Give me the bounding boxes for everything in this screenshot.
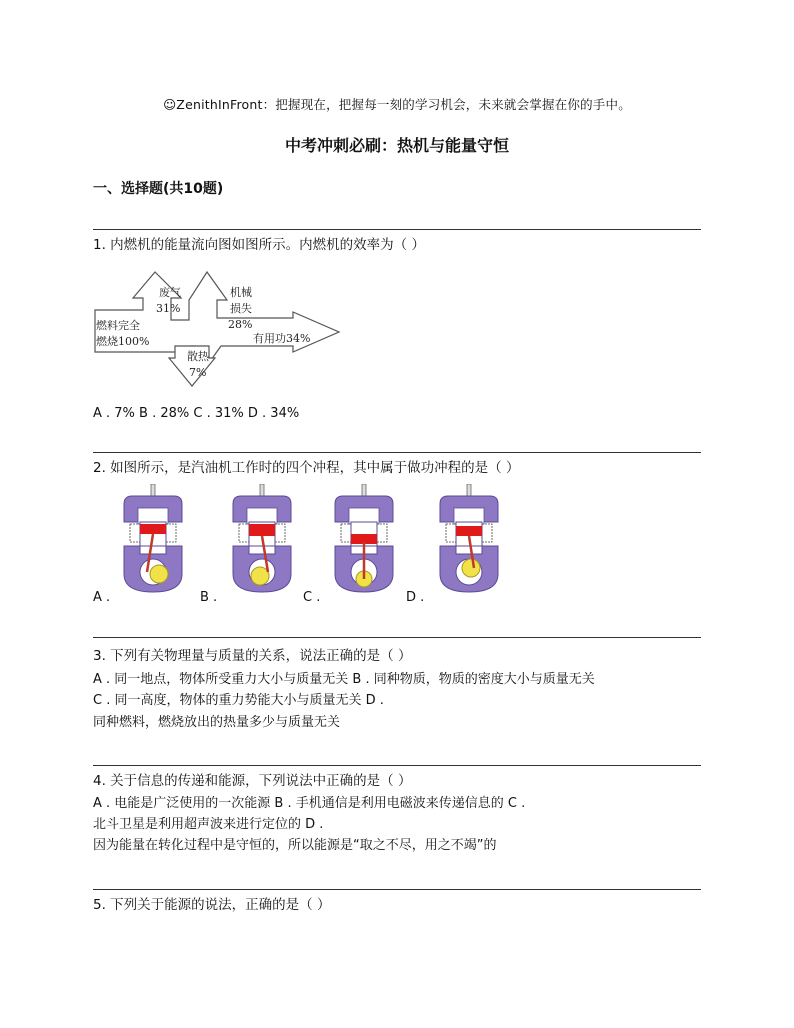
option-b-label: B . (200, 590, 218, 605)
divider (93, 452, 701, 453)
question-4-line-3: 因为能量在转化过程中是守恒的，所以能源是“取之不尽，用之不竭”的 (93, 838, 497, 853)
divider (93, 229, 701, 230)
input-label-1: 燃料完全 (96, 319, 140, 332)
question-4-line-2: 北斗卫星是利用超声波来进行定位的 D . (93, 817, 324, 832)
divider (93, 637, 701, 638)
exhaust-pct: 31% (156, 302, 181, 315)
engine-d-icon (434, 484, 504, 596)
engine-strokes (93, 484, 513, 609)
engine-a-icon (118, 484, 188, 596)
section-heading: 一、选择题(共10题) (93, 181, 224, 197)
question-4-line-1: A . 电能是广泛使用的一次能源 B . 手机通信是利用电磁波来传递信息的 C . (93, 796, 526, 811)
question-1-stem: 1. 内燃机的能量流向图如图所示。内燃机的效率为（ ） (93, 237, 425, 253)
engine-c-icon (329, 484, 399, 596)
question-3-stem: 3. 下列有关物理量与质量的关系，说法正确的是（ ） (93, 648, 412, 664)
useful-label: 有用功34% (253, 332, 311, 345)
divider (93, 889, 701, 890)
mech-pct: 28% (228, 318, 253, 331)
question-3-line-2: C . 同一高度，物体的重力势能大小与质量无关 D . (93, 693, 384, 708)
option-a-label: A . (93, 590, 111, 605)
question-5-stem: 5. 下列关于能源的说法，正确的是（ ） (93, 897, 331, 913)
question-2-stem: 2. 如图所示，是汽油机工作时的四个冲程，其中属于做功冲程的是（ ） (93, 460, 520, 476)
divider (93, 765, 701, 766)
heat-label: 散热 (187, 350, 209, 363)
page-title: 中考冲刺必刷：热机与能量守恒 (284, 136, 509, 155)
question-3-line-1: A . 同一地点，物体所受重力大小与质量无关 B . 同种物质，物质的密度大小与质量无关 (93, 672, 595, 687)
engine-b-icon (227, 484, 297, 596)
question-1-options: A . 7% B . 28% C . 31% D . 34% (93, 406, 300, 421)
motto: ☺ZenithInFront：把握现在，把握每一刻的学习机会，未来就会掌握在你的手中。 (163, 97, 631, 112)
mech-label-2: 损失 (230, 302, 252, 315)
energy-flow-diagram (93, 268, 343, 390)
option-c-label: C . (303, 590, 321, 605)
mech-label-1: 机械 (230, 286, 252, 299)
heat-pct: 7% (189, 366, 207, 379)
exhaust-label: 废气 (159, 286, 181, 299)
option-d-label: D . (406, 590, 425, 605)
question-4-stem: 4. 关于信息的传递和能源，下列说法中正确的是（ ） (93, 773, 412, 789)
input-label-2: 燃烧100% (96, 335, 150, 348)
question-3-line-3: 同种燃料，燃烧放出的热量多少与质量无关 (93, 715, 341, 730)
